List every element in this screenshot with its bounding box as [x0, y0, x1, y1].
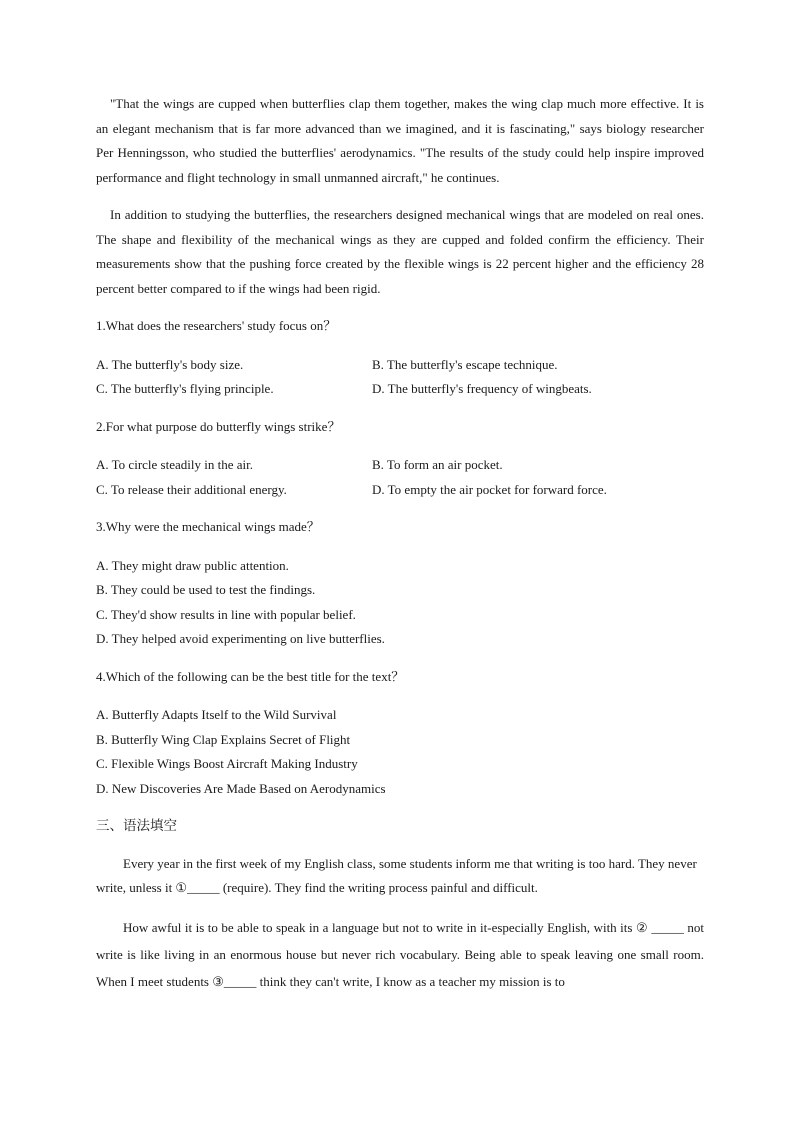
option-b: B. The butterfly's escape technique. [372, 356, 558, 372]
option-d: D. New Discoveries Are Made Based on Aerodynamics [96, 780, 386, 796]
option-b: B. They could be used to test the findings. [96, 582, 316, 597]
option-c: C. To release their additional energy. [96, 481, 287, 497]
document-page [96, 92, 704, 995]
grammar-paragraph-1: Every year in the first week of my English class, some students inform me that writing is too hard. They never write, unless it ①_____ (require). They find the writing process painful and difficult. [96, 855, 697, 895]
option-c: C. The butterfly's flying principle. [96, 381, 274, 396]
question-options [96, 554, 704, 652]
question-stem: 3.Why were the mechanical wings made？ [96, 519, 320, 534]
passage-paragraph-2: In addition to studying the butterflies, the researchers designed mechanical wings that are modeled on real ones. The shape and flexibility of the mechanical wings as they are cupped and folded confirm the efficiency. Their measurements show that the pushing force created by the flexible wings is 22 percent higher and the efficiency 28 percent better compared to if the wings had been rigid. [96, 207, 704, 296]
option-c: C. Flexible Wings Boost Aircraft Making Industry [96, 756, 358, 771]
grammar-paragraph-2: How awful it is to be able to speak in a language but not to write in it-especially English, with its ② _____ not write is like living in an enormous house but never rich vocabulary. Being able to speak leaving one small room. When I meet students ③_____ think they can't write, I know as a teacher my mission is to [96, 919, 704, 989]
option-c: C. They'd show results in line with popular belief. [96, 606, 356, 622]
option-d: D. They helped avoid experimenting on live butterflies. [96, 631, 385, 646]
question-options [96, 703, 704, 801]
passage-paragraph-1: "That the wings are cupped when butterflies clap them together, makes the wing clap much more effective. It is an elegant mechanism that is far more advanced than we imagined, and it is fascinating," says biology researcher Per Henningsson, who studied the butterflies' aerodynamics. "The results of the study could help inspire improved performance and flight technology in small unmanned aircraft," he continues. [96, 96, 704, 185]
option-b: B. Butterfly Wing Clap Explains Secret of Flight [96, 731, 351, 747]
question-options [96, 353, 704, 402]
question-1 [96, 314, 704, 402]
option-a: A. They might draw public attention. [96, 557, 289, 573]
question-stem: 2.For what purpose do butterfly wings strike？ [96, 418, 341, 434]
section-heading: 三、语法填空 [96, 818, 177, 834]
option-d: D. To empty the air pocket for forward force. [372, 481, 607, 497]
question-2 [96, 415, 704, 503]
option-a: A. To circle steadily in the air. [96, 457, 253, 472]
option-d: D. The butterfly's frequency of wingbeats. [372, 381, 592, 396]
option-a: A. The butterfly's body size. [96, 356, 244, 372]
question-4 [96, 665, 704, 802]
option-a: A. Butterfly Adapts Itself to the Wild Survival [96, 707, 337, 722]
question-options [96, 453, 704, 502]
question-stem: 1.What does the researchers' study focus on？ [96, 318, 337, 333]
option-b: B. To form an air pocket. [372, 457, 503, 472]
question-stem: 4.Which of the following can be the best title for the text？ [96, 668, 405, 684]
question-3 [96, 515, 704, 652]
